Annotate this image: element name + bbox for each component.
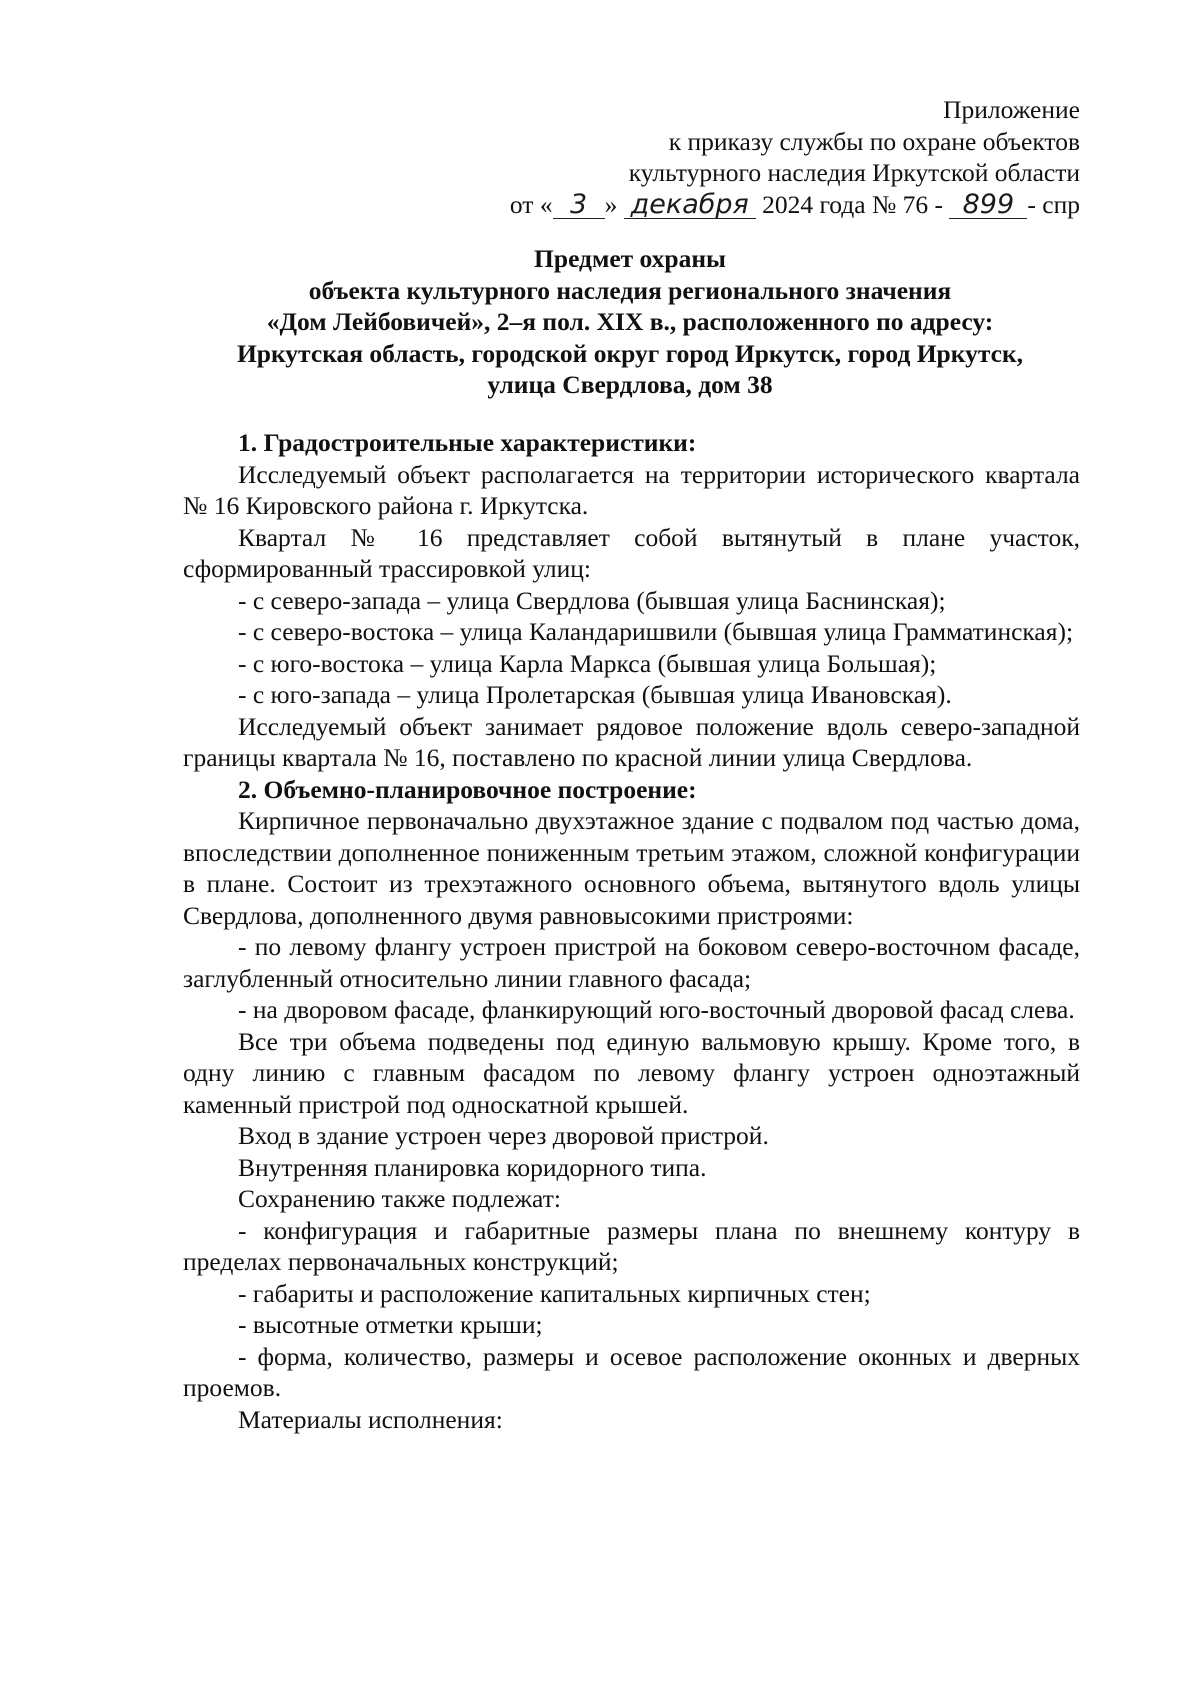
document-title xyxy=(180,243,1080,401)
list-item: - с северо-востока – улица Каландаришвили (бывшая улица Грамматинская); xyxy=(238,617,1074,646)
list-item: - форма, количество, размеры и осевое расположение оконных и дверных проемов. xyxy=(183,1341,1080,1402)
date-prefix: от « xyxy=(509,189,553,219)
list-item: - на дворовом фасаде, фланкирующий юго-восточный дворовой фасад слева. xyxy=(238,995,1075,1024)
paragraph: Вход в здание устроен через дворовой пристрой. xyxy=(238,1121,769,1150)
list-item: - конфигурация и габаритные размеры плана по внешнему контуру в пределах первоначальных конструкций; xyxy=(183,1215,1080,1276)
order-date-line xyxy=(510,189,1080,221)
handwritten-order-number: 899 xyxy=(949,192,1027,219)
list-item: - по левому флангу устроен пристрой на боковом северо-восточном фасаде, заглубленный относительно линии главного фасада; xyxy=(183,932,1080,993)
title-line-4: Иркутская область, городской округ город Иркутск, город Иркутск, xyxy=(236,338,1024,368)
title-line-5: улица Свердлова, дом 38 xyxy=(487,370,773,399)
document-body xyxy=(183,427,1080,1435)
section-1-heading: 1. Градостроительные характеристики: xyxy=(238,428,697,457)
paragraph: Квартал № 16 представляет собой вытянутый в плане участок, сформированный трассировкой улиц: xyxy=(183,522,1080,583)
paragraph: Исследуемый объект занимает рядовое положение вдоль северо-западной границы квартала № 16, поставлено по красной линии улица Свердлова. xyxy=(183,711,1080,772)
list-item: - высотные отметки крыши; xyxy=(238,1310,543,1339)
order-suffix: - спр xyxy=(1027,189,1080,219)
section-2-heading: 2. Объемно-планировочное построение: xyxy=(238,774,697,804)
paragraph: Все три объема подведены под единую вальмовую крышу. Кроме того, в одну линию с главным фасадом по левому флангу устроен одноэтажный каменный пристрой под односкатной крышей. xyxy=(183,1026,1080,1119)
paragraph: Исследуемый объект располагается на территории исторического квартала № 16 Кировского района г. Иркутска. xyxy=(183,459,1080,520)
date-mid: » xyxy=(604,189,618,219)
appendix-label: Приложение xyxy=(943,95,1080,124)
handwritten-day: 3 xyxy=(553,192,605,219)
title-line-3: «Дом Лейбовичей», 2–я пол. XIX в., расположенного по адресу: xyxy=(266,307,994,336)
paragraph: Внутренняя планировка коридорного типа. xyxy=(238,1152,707,1182)
date-year: 2024 года № 76 - xyxy=(762,189,944,219)
issuing-authority: культурного наследия Иркутской области xyxy=(628,158,1080,187)
paragraph: Кирпичное первоначально двухэтажное здание с подвалом под частью дома, впоследствии дополненное пониженным третьим этажом, сложной конфигурации в плане. Состоит из трехэтажного основного объема, вытянутого вдоль улицы Свердлова, дополненного двумя равновысокими пристроями: xyxy=(183,806,1080,930)
appendix-header xyxy=(510,94,1080,220)
list-item: - с юго-востока – улица Карла Маркса (бывшая улица Большая); xyxy=(238,648,937,678)
list-item: - с северо-запада – улица Свердлова (бывшая улица Баснинская); xyxy=(238,585,946,615)
paragraph: Сохранению также подлежат: xyxy=(238,1184,561,1213)
list-item: - с юго-запада – улица Пролетарская (бывшая улица Ивановская). xyxy=(238,680,952,709)
paragraph: Материалы исполнения: xyxy=(238,1404,503,1434)
handwritten-month: декабря xyxy=(624,192,756,219)
list-item: - габариты и расположение капитальных кирпичных стен; xyxy=(238,1278,871,1308)
title-line-1: Предмет охраны xyxy=(534,244,726,273)
order-reference: к приказу службы по охране объектов xyxy=(668,126,1080,156)
title-line-2: объекта культурного наследия регионального значения xyxy=(308,275,952,305)
